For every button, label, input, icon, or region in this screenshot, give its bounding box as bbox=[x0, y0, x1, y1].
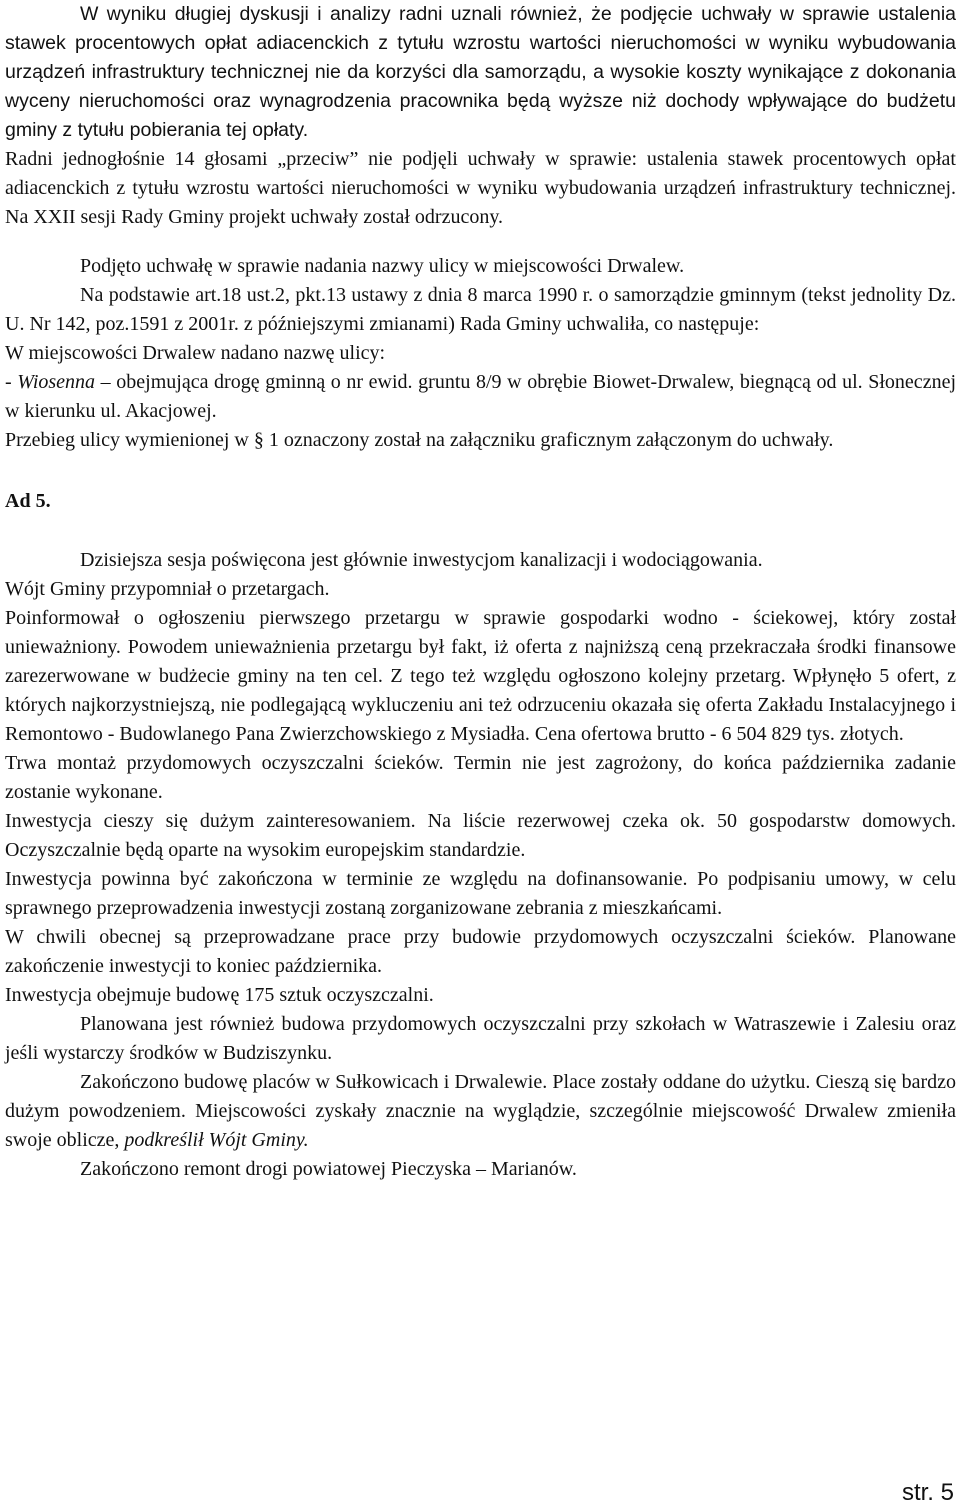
paragraph-street-description bbox=[5, 368, 956, 426]
squares-text: Zakończono budowę placów w Sułkowicach i Drwalewie. Place zostały oddane do użytku. Cieszą się bardzo dużym powodzeniem. Miejscowości zyskały znacznie na wyglądzie, szczególnie miejscowość Drwalew zmieniła swoje oblicze, bbox=[5, 1071, 956, 1151]
page-number: str. 5 bbox=[901, 1479, 954, 1506]
section-heading-ad5: Ad 5. bbox=[5, 490, 51, 512]
document-page bbox=[5, 0, 956, 1184]
paragraph-school-plants: Planowana jest również budowa przydomowych oczyszczalni przy szkołach w Watraszewie i Zalesiu oraz jeśli wystarczy środków w Budziszynku. bbox=[5, 1013, 956, 1064]
paragraph-tenders-reminder: Wójt Gminy przypomniał o przetargach. bbox=[5, 578, 330, 600]
paragraph-investment-interest: Inwestycja cieszy się dużym zainteresowaniem. Na liście rezerwowej czeka ok. 50 gospodarstw domowych. Oczyszczalnie będą oparte na wysokim europejskim standardzie. bbox=[5, 810, 956, 861]
paragraph-street-resolution: Podjęto uchwałę w sprawie nadania nazwy ulicy w miejscowości Drwalew. bbox=[80, 255, 685, 277]
squares-attribution: podkreślił Wójt Gminy. bbox=[124, 1129, 309, 1151]
paragraph-street-route: Przebieg ulicy wymienionej w § 1 oznaczony został na załączniku graficznym załączonym do uchwały. bbox=[5, 429, 834, 451]
paragraph-legal-basis: Na podstawie art.18 ust.2, pkt.13 ustawy z dnia 8 marca 1990 r. o samorządzie gminnym (tekst jednolity Dz. U. Nr 142, poz.1591 z 2001r. z późniejszymi zmianami) Rada Gminy uchwaliła, co następuje: bbox=[5, 284, 956, 335]
paragraph-installation-progress: Trwa montaż przydomowych oczyszczalni ścieków. Termin nie jest zagrożony, do końca października zadanie zostanie wykonane. bbox=[5, 752, 956, 803]
paragraph-adiacenckie-discussion: W wyniku długiej dyskusji i analizy radni uznali również, że podjęcie uchwały w sprawie ustalenia stawek procentowych opłat adiacenckich z tytułu wzrostu wartości nieruchomości w wyniku wybudowania urządzeń infrastruktury technicznej nie da korzyści dla samorządu, a wysokie koszty wynikające z dokonania wyceny nieruchomości oraz wynagrodzenia pracownika będą wyższe niż dochody wpływające do budżetu gminy z tytułu pobierania tej opłaty. bbox=[5, 3, 956, 141]
paragraph-current-works: W chwili obecnej są przeprowadzane prace przy budowie przydomowych oczyszczalni ścieków. Planowane zakończenie inwestycji to koniec października. bbox=[5, 926, 956, 977]
paragraph-street-name-intro: W miejscowości Drwalew nadano nazwę ulicy: bbox=[5, 342, 386, 364]
paragraph-investment-deadline: Inwestycja powinna być zakończona w terminie ze względu na dofinansowanie. Po podpisaniu umowy, w celu sprawnego przeprowadzenia inwestycji zostaną zorganizowane zebrania z mieszkańcami. bbox=[5, 868, 956, 919]
paragraph-road-repair: Zakończono remont drogi powiatowej Pieczyska – Marianów. bbox=[80, 1158, 577, 1180]
street-name: Wiosenna bbox=[17, 371, 96, 393]
dash-prefix: - bbox=[5, 371, 18, 393]
paragraph-investment-scope: Inwestycja obejmuje budowę 175 sztuk oczyszczalni. bbox=[5, 984, 434, 1006]
street-description-text: – obejmująca drogę gminną o nr ewid. gruntu 8/9 w obrębie Biowet-Drwalew, biegnącą od ul. Słonecznej w kierunku ul. Akacjowej. bbox=[5, 371, 956, 422]
paragraph-vote-result: Radni jednogłośnie 14 głosami „przeciw” nie podjęli uchwały w sprawie: ustalenia stawek procentowych opłat adiacenckich z tytułu wzrostu wartości nieruchomości w wyniku wybudowania urządzeń infrastruktury technicznej. Na XXII sesji Rady Gminy projekt uchwały został odrzucony. bbox=[5, 148, 956, 228]
paragraph-session-topic: Dzisiejsza sesja poświęcona jest głównie inwestycjom kanalizacji i wodociągowania. bbox=[80, 549, 763, 571]
paragraph-tender-details: Poinformował o ogłoszeniu pierwszego przetargu w sprawie gospodarki wodno - ściekowej, który został unieważniony. Powodem unieważnienia przetargu był fakt, iż oferta z najniższą ceną przekraczała środki finansowe zarezerwowane w budżecie gminy na ten cel. Z tego też względu ogłoszono kolejny przetarg. Wpłynęło 5 ofert, z których najkorzystniejszą, nie podlegającą wykluczeniu ani też odrzuceniu okazała się oferta Zakładu Instalacyjnego i Remontowo - Budowlanego Pana Zwierzchowskiego z Mysiadła. Cena ofertowa brutto - 6 504 829 tys. złotych. bbox=[5, 607, 956, 745]
paragraph-squares-completed bbox=[5, 1068, 956, 1155]
